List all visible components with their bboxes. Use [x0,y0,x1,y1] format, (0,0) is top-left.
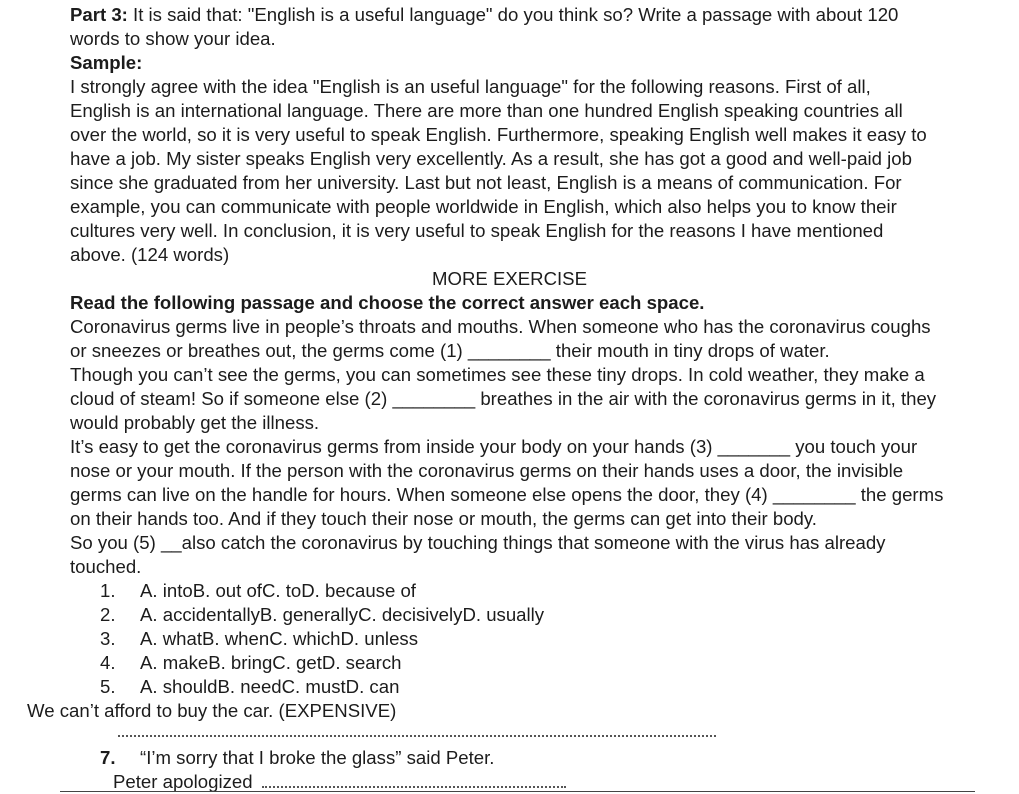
passage-line: nose or your mouth. If the person with the coronavirus germs on their hands uses a door, the invisible [70,460,904,481]
sample-line: have a job. My sister speaks English very excellently. As a result, she has got a good and well-paid job [70,148,912,169]
sample-heading: Sample: [70,52,143,73]
passage-line: touched. [70,556,142,577]
option-number: 4. [100,652,116,673]
answer-line-6 [118,735,716,737]
part3-prompt-text: It is said that: "English is a useful language" do you think so? Write a passage with about 120 [127,4,899,25]
exercise-passage [70,315,995,579]
sample-line: example, you can communicate with people worldwide in English, which also helps you to know their [70,196,897,217]
option-number: 1. [100,580,116,601]
passage-line: Coronavirus germs live in people’s throats and mouths. When someone who has the coronavirus coughs [70,316,931,337]
question-7-start: Peter apologized [113,771,253,792]
option-number: 5. [100,676,116,697]
question-7-text: “I’m sorry that I broke the glass” said Peter. [140,747,495,768]
option-row-2 [100,603,544,627]
passage-line: So you (5) __also catch the coronavirus by touching things that someone with the virus has already [70,532,886,553]
passage-line: or sneezes or breathes out, the germs come (1) ________ their mouth in tiny drops of water. [70,340,830,361]
sample-line: over the world, so it is very useful to speak English. Furthermore, speaking English well makes it easy to [70,124,927,145]
question-6-prompt: We can’t afford to buy the car. (EXPENSIVE) [27,700,397,721]
sample-line: I strongly agree with the idea "English is an useful language" for the following reasons. First of all, [70,76,871,97]
passage-line: germs can live on the handle for hours. When someone else opens the door, they (4) ________ the germs [70,484,944,505]
sample-line: English is an international language. There are more than one hundred English speaking countries all [70,100,903,121]
sample-line: since she graduated from her university. Last but not least, English is a means of communication. For [70,172,902,193]
option-row-5 [100,675,399,699]
question-7-prompt [100,746,494,770]
bottom-rule [60,791,975,792]
passage-line: cloud of steam! So if someone else (2) ________ breathes in the air with the coronavirus germs in it, they [70,388,937,409]
option-row-1 [100,579,416,603]
passage-line: It’s easy to get the coronavirus germs from inside your body on your hands (3) _______ you touch your [70,436,918,457]
answer-line-7 [262,786,566,788]
part3-prompt-line2: words to show your idea. [70,28,276,49]
exercise-instruction: Read the following passage and choose the correct answer each space. [70,292,705,313]
sample-line: above. (124 words) [70,244,230,265]
passage-line: Though you can’t see the germs, you can sometimes see these tiny drops. In cold weather, they make a [70,364,925,385]
option-text: A. shouldB. needC. mustD. can [140,676,400,697]
option-text: A. whatB. whenC. whichD. unless [140,628,418,649]
sample-passage [70,75,995,267]
option-text: A. makeB. bringC. getD. search [140,652,402,673]
option-text: A. intoB. out ofC. toD. because of [140,580,416,601]
question-7-number: 7. [100,747,116,768]
part3-prompt-line1 [70,3,898,27]
more-exercise-title: MORE EXERCISE [432,268,587,289]
option-number: 2. [100,604,116,625]
passage-line: on their hands too. And if they touch their nose or mouth, the germs can get into their body. [70,508,817,529]
option-text: A. accidentallyB. generallyC. decisivelyD. usually [140,604,545,625]
part3-label: Part 3: [70,4,128,25]
option-row-4 [100,651,401,675]
option-number: 3. [100,628,116,649]
passage-line: would probably get the illness. [70,412,320,433]
option-row-3 [100,627,418,651]
sample-line: cultures very well. In conclusion, it is very useful to speak English for the reasons I have mentioned [70,220,884,241]
